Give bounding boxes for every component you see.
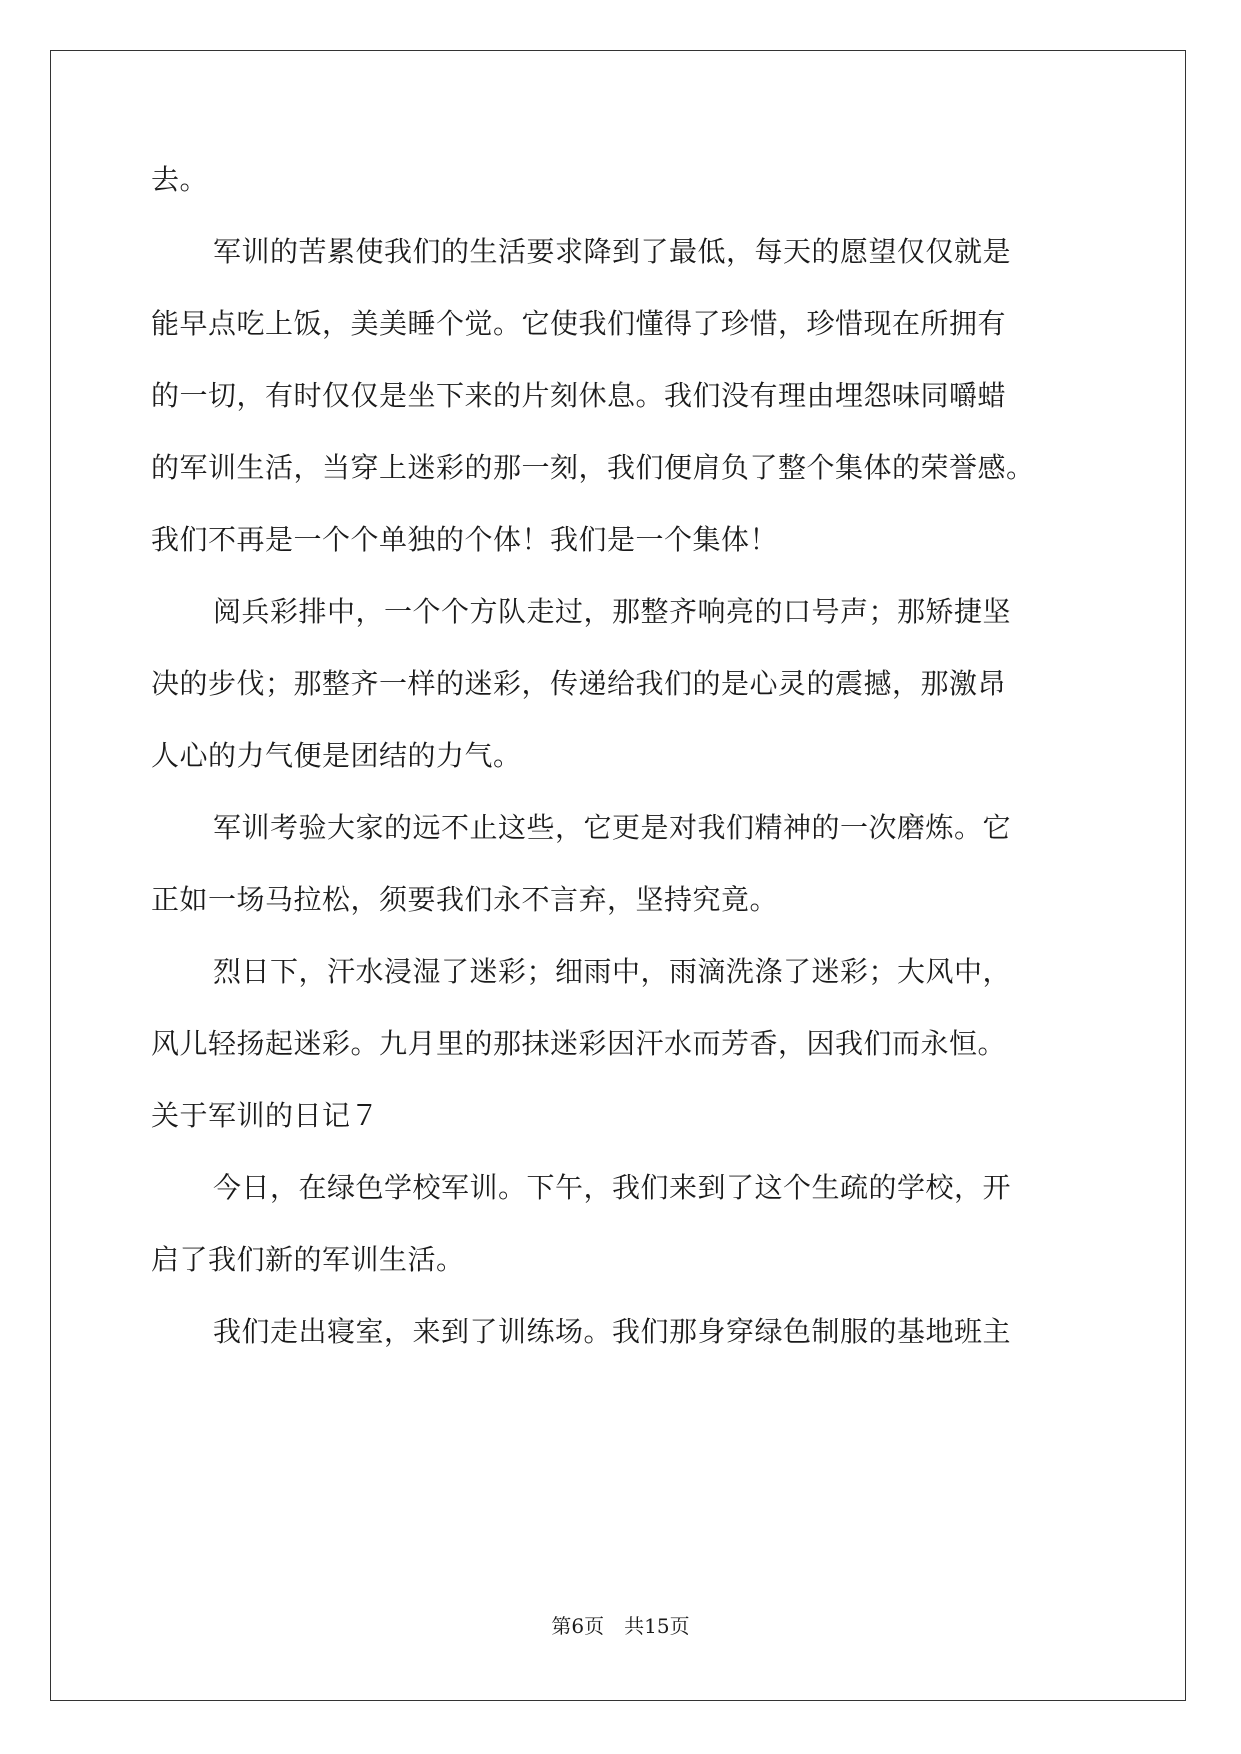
text-line: 人心的力气便是团结的力气。 [151, 739, 522, 772]
text-line: 的军训生活，当穿上迷彩的那一刻，我们便肩负了整个集体的荣誉感。 [151, 451, 1035, 484]
text-line: 风儿轻扬起迷彩。九月里的那抹迷彩因汗水而芳香，因我们而永恒。 [151, 1027, 1007, 1060]
text-line: 我们不再是一个个单独的个体！我们是一个集体！ [151, 523, 779, 556]
text-line: 能早点吃上饭，美美睡个觉。它使我们懂得了珍惜，珍惜现在所拥有 [151, 307, 1007, 340]
text-line: 启了我们新的军训生活。 [151, 1243, 465, 1276]
page-border [50, 50, 1186, 1701]
paragraph-start-line: 烈日下，汗水浸湿了迷彩；细雨中，雨滴洗涤了迷彩；大风中， [213, 955, 1012, 988]
section-heading: 关于军训的日记７ [151, 1099, 380, 1132]
paragraph-start-line: 今日，在绿色学校军训。下午，我们来到了这个生疏的学校，开 [213, 1171, 1012, 1204]
text-line: 正如一场马拉松，须要我们永不言弃，坚持究竟。 [151, 883, 779, 916]
text-line: 的一切，有时仅仅是坐下来的片刻休息。我们没有理由埋怨味同嚼蜡 [151, 379, 1007, 412]
paragraph-start-line: 我们走出寝室，来到了训练场。我们那身穿绿色制服的基地班主 [213, 1315, 1012, 1348]
text-line: 去。 [151, 163, 209, 196]
paragraph-start-line: 阅兵彩排中，一个个方队走过，那整齐响亮的口号声；那矫捷坚 [213, 595, 1012, 628]
paragraph-start-line: 军训考验大家的远不止这些，它更是对我们精神的一次磨炼。它 [213, 811, 1012, 844]
text-line: 决的步伐；那整齐一样的迷彩，传递给我们的是心灵的震撼，那激昂 [151, 667, 1007, 700]
paragraph-start-line: 军训的苦累使我们的生活要求降到了最低，每天的愿望仅仅就是 [213, 235, 1012, 268]
page-number-footer: 第6页 共15页 [551, 1614, 690, 1638]
